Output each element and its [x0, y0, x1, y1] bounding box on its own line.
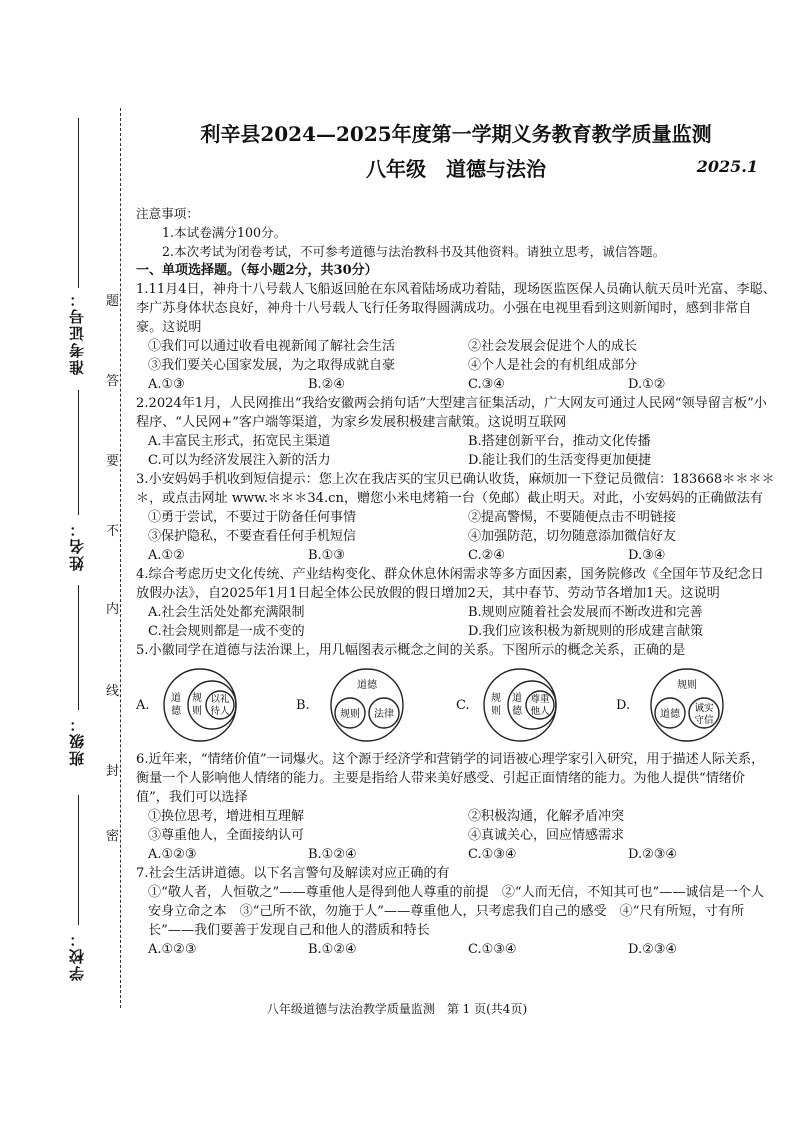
mid-text-2: 则 [191, 706, 202, 717]
choice[interactable]: C.①③④ [468, 847, 517, 862]
diagram-a[interactable] [136, 667, 296, 743]
choice[interactable]: B.①②④ [308, 847, 357, 862]
choice[interactable]: D.我们应该积极为新规则的形成建言献策 [468, 624, 704, 639]
diagram-b-figure [312, 667, 432, 743]
option: ④个人是社会的有机组成部分 [468, 358, 638, 373]
subject-title: 八年级 道德与法治 [366, 157, 546, 181]
seal-char: 要 [106, 454, 120, 469]
question-stem: 3.小安妈妈手机收到短信提示：您上次在我店买的宝贝已确认收货，麻烦加一下登记员微信：183668＊＊＊＊＊，或点击网址 www.＊＊＊34.cn，赠您小米电烤箱一台（免邮）截止明天。对此，小安妈妈的正确做法有 [136, 472, 775, 506]
option-row [136, 356, 776, 375]
mid-text: 道 [511, 693, 522, 704]
inner-text: 以礼 [210, 694, 230, 705]
choice[interactable]: C.社会规则都是一成不变的 [148, 624, 305, 639]
diagram-b[interactable] [296, 667, 456, 743]
outer-text: 道德 [356, 680, 377, 691]
seal-char: 题 [106, 294, 120, 309]
choice[interactable]: B.规则应随着社会发展而不断改进和完善 [468, 605, 703, 620]
outer-text-2: 德 [170, 706, 181, 717]
seal-char: 内 [106, 602, 120, 617]
exam-number-label: 准考证号： [68, 290, 86, 375]
choice-row [136, 375, 776, 394]
seal-char: 不 [106, 524, 120, 539]
question-stem: 4.综合考虑历史文化传统、产业结构变化、群众休息休闲需求等多方面因素，国务院修改《全国年节及纪念日放假办法》，自2025年1月1日起全体公民放假的假日增加2天，其中春节、劳动节各增加1天。这说明 [136, 567, 764, 601]
choice[interactable]: D.②③④ [628, 942, 678, 957]
outer-text-2: 则 [490, 706, 501, 717]
diagram-d[interactable] [616, 667, 776, 743]
exam-title: 利辛县2024—2025年度第一学期义务教育教学质量监测 [200, 122, 712, 146]
outer-text: 规 [490, 693, 501, 704]
inner-text-2: 待人 [210, 706, 230, 717]
choice[interactable]: D.①② [628, 377, 666, 392]
binding-margin [0, 0, 130, 1123]
question-stem: 6.近年来，“情绪价值”一词爆火。这个源于经济学和营销学的词语被心理学家引入研究，用于描述人际关系，衡量一个人影响他人情绪的能力。主要是指给人带来美好感受、引起正面情绪的能力。为他人提供“情绪价值”，我们可以选择 [136, 752, 765, 805]
question-stem: 1.11月4日，神舟十八号载人飞船返回舱在东风着陆场成功着陆，现场医监医保人员确认航天员叶光富、李聪、李广苏身体状态良好，神舟十八号载人飞行任务取得圆满成功。小强在电视里看到这则新闻时，感到非常自豪。这说明 [136, 282, 776, 335]
choice[interactable]: A.①③ [148, 377, 185, 392]
option: ④真诚关心，回应情感需求 [468, 828, 625, 843]
option: ①我们可以通过收看电视新闻了解社会生活 [148, 339, 396, 354]
name-label: 姓名： [68, 520, 86, 571]
choice[interactable]: B.①③ [308, 548, 345, 563]
notes-heading: 注意事项： [136, 206, 199, 221]
choice-row [136, 603, 776, 622]
option-row [136, 826, 776, 845]
name-line[interactable] [78, 390, 79, 515]
option: ③保护隐私，不要查看任何手机短信 [148, 529, 357, 544]
inner-text-2: 他人 [530, 706, 550, 717]
left-text: 规则 [339, 709, 360, 720]
mid-text: 规 [191, 693, 202, 704]
class-line[interactable] [78, 585, 79, 710]
diagram-a-figure [152, 667, 272, 743]
left-text: 道德 [660, 709, 681, 720]
option-row [136, 807, 776, 826]
choice[interactable]: D.能让我们的生活变得更加便捷 [468, 453, 652, 468]
note-item: 2.本次考试为闭卷考试，不可参考道德与法治教科书及其他资料。请独立思考，诚信答题。 [162, 244, 666, 259]
diagram-d-figure [632, 667, 752, 743]
seal-char: 答 [106, 374, 120, 389]
choice[interactable]: A.①②③ [148, 847, 197, 862]
option: ②社会发展会促进个人的成长 [468, 339, 638, 354]
exam-body [136, 108, 776, 959]
choice[interactable]: B.②④ [308, 377, 345, 392]
option-row [136, 527, 776, 546]
choice-row [136, 940, 776, 959]
choice[interactable]: A.①②③ [148, 942, 197, 957]
option-row [136, 337, 776, 356]
school-line[interactable] [78, 795, 79, 925]
mid-circle [508, 681, 556, 729]
seal-char: 密 [106, 829, 120, 844]
choice[interactable]: B.①②④ [308, 942, 357, 957]
section-title: 一、单项选择题。（每小题2分，共30分） [136, 263, 378, 278]
outer-text: 规则 [677, 680, 698, 691]
choice[interactable]: D.③④ [628, 548, 666, 563]
mid-text-2: 德 [511, 706, 522, 717]
choice[interactable]: A.社会生活处处都充满限制 [148, 605, 305, 620]
outer-circle [164, 669, 236, 741]
question-stem: 5.小徽同学在道德与法治课上，用几幅图表示概念之间的关系。下图所示的概念关系，正确的是 [136, 643, 686, 658]
choice-row [136, 845, 776, 864]
question-body: ①“敬人者，人恒敬之”——尊重他人是得到他人尊重的前提 ②“人而无信，不知其可也”——诚信是一个人安身立命之本 ③“己所不欲，勿施于人”——尊重他人，只考虑我们自己的感受 ④“尺有所短，寸有所长”——我们要善于发现自己和他人的潜质和特长 [148, 885, 764, 938]
option: ③我们要关心国家发展，为之取得成就自豪 [148, 358, 396, 373]
choice-row [136, 432, 776, 451]
seal-char: 线 [106, 684, 120, 699]
right-text: 诚实 [694, 703, 714, 714]
diagram-label: B. [296, 697, 310, 713]
inner-text: 尊重 [530, 694, 550, 705]
choice[interactable]: B.搭建创新平台，推动文化传播 [468, 434, 651, 449]
choice[interactable]: D.②③④ [628, 847, 678, 862]
right-text: 法律 [373, 709, 394, 720]
diagram-label: D. [616, 697, 631, 713]
exam-number-line[interactable] [78, 118, 79, 288]
option: ①勇于尝试，不要过于防备任何事情 [148, 510, 357, 525]
choice[interactable]: C.③④ [468, 377, 505, 392]
notes [136, 204, 776, 261]
choice[interactable]: C.②④ [468, 548, 505, 563]
choice-row [136, 622, 776, 641]
option: ②积极沟通，化解矛盾冲突 [468, 809, 625, 824]
school-label: 学校： [68, 930, 86, 981]
diagram-c[interactable] [456, 667, 616, 743]
outer-circle [484, 669, 556, 741]
diagram-c-figure [472, 667, 592, 743]
page-footer: 八年级道德与法治教学质量监测 第 1 页(共4页) [266, 1002, 528, 1016]
seal-char: 封 [106, 764, 120, 779]
seal-line [120, 108, 121, 1008]
question-stem: 7.社会生活讲道德。以下名言警句及解读对应正确的有 [136, 866, 450, 881]
choice-row [136, 451, 776, 470]
mid-circle [188, 681, 236, 729]
right-text-2: 守信 [694, 715, 714, 726]
outer-text: 道 [170, 693, 181, 704]
diagram-label: C. [456, 697, 470, 713]
question-stem: 2.2024年1月，人民网推出“我给安徽两会捎句话”大型建言征集活动，广大网友可通过人民网“领导留言板”小程序、“人民网+”客户端等渠道，为家乡发展积极建言献策。这说明互联网 [136, 396, 767, 430]
choice[interactable]: A.丰富民主形式，拓宽民主渠道 [148, 434, 331, 449]
exam-subtitle [136, 153, 776, 182]
class-label: 班级： [68, 715, 86, 766]
choice[interactable]: C.①③④ [468, 942, 517, 957]
option-row [136, 508, 776, 527]
concept-diagrams [136, 666, 776, 744]
note-item: 1.本试卷满分100分。 [162, 225, 287, 240]
choice[interactable]: C.可以为经济发展注入新的活力 [148, 453, 331, 468]
exam-date: 2025.1 [696, 157, 758, 176]
option: ④加强防范，切勿随意添加微信好友 [468, 529, 677, 544]
diagram-label: A. [136, 697, 150, 713]
choice[interactable]: A.①② [148, 548, 185, 563]
option: ③尊重他人，全面接纳认可 [148, 828, 305, 843]
option: ②提高警惕，不要随便点击不明链接 [468, 510, 677, 525]
option: ①换位思考，增进相互理解 [148, 809, 305, 824]
choice-row [136, 546, 776, 565]
